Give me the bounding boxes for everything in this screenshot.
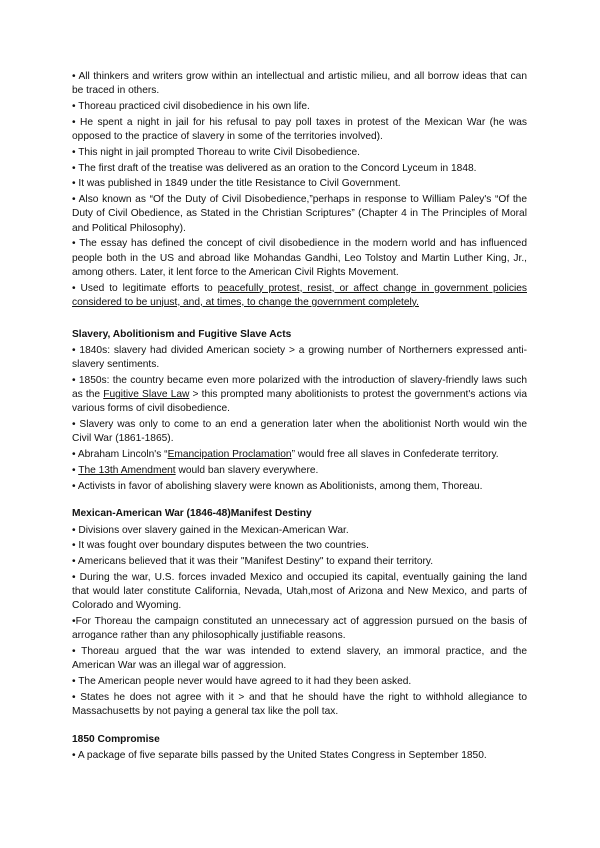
slavery-bullet-4 bbox=[72, 448, 527, 462]
slavery-bullet-6: • Activists in favor of abolishing slavery were known as Abolitionists, among them, Thoreau. bbox=[72, 480, 483, 492]
mexican-war-bullet-1: • Divisions over slavery gained in the Mexican-American War. bbox=[72, 524, 349, 536]
intro-bullet-9 bbox=[72, 282, 527, 310]
intro-section bbox=[72, 70, 527, 310]
intro-bullet-4: • This night in jail prompted Thoreau to write Civil Disobedience. bbox=[72, 146, 361, 158]
mexican-war-bullet-2: • It was fought over boundary disputes between the two countries. bbox=[72, 540, 369, 552]
slavery-bullet-2 bbox=[72, 374, 527, 417]
compromise-section bbox=[72, 733, 527, 763]
mexican-war-heading: Mexican-American War (1846-48)Manifest Destiny bbox=[72, 508, 312, 520]
compromise-bullet-1: • A package of five separate bills passed by the United States Congress in September 1850. bbox=[72, 750, 487, 762]
slavery-bullet-5 bbox=[72, 464, 527, 478]
slavery-section bbox=[72, 328, 527, 494]
compromise-heading: 1850 Compromise bbox=[72, 733, 160, 745]
intro-bullet-3: • He spent a night in jail for his refusal to pay poll taxes in protest of the Mexican War (he was opposed to the practice of slavery in some of the territories involved). bbox=[72, 116, 527, 142]
slavery-bullet-4-pre: • Abraham Lincoln's “ bbox=[72, 449, 168, 460]
mexican-war-bullet-6: • Thoreau argued that the war was intended to extend slavery, an immoral practice, and the American War was an illegal war of aggression. bbox=[72, 646, 527, 672]
fugitive-slave-law-link[interactable]: Fugitive Slave Law bbox=[103, 389, 190, 400]
slavery-bullet-4-post: ” would free all slaves in Confederate territory. bbox=[291, 449, 499, 460]
slavery-bullet-2-post: > this prompted many abolitionists to protest the government's actions via various forms of civil disobedience. bbox=[72, 389, 527, 415]
mexican-war-bullet-8: • States he does not agree with it > and that he should have the right to withhold allegiance to Massachusetts by not paying a general tax like the poll tax. bbox=[72, 691, 527, 718]
intro-bullet-7: • Also known as “Of the Duty of Civil Disobedience,”perhaps in response to William Paley's “Of the Duty of Civil Obedience, as Stated in the Christian Scriptures” (Chapter 4 in The Principles of Moral and Political Philosophy). bbox=[72, 194, 527, 234]
mexican-war-bullet-4: • During the war, U.S. forces invaded Mexico and occupied its capital, eventually gaining the land that would later constitute California, Nevada, Utah,most of Arizona and New Mexico, and parts of Colorado and Wyoming. bbox=[72, 571, 527, 612]
slavery-heading: Slavery, Abolitionism and Fugitive Slave Acts bbox=[72, 328, 292, 340]
thirteenth-amendment-link[interactable]: The 13th Amendment bbox=[78, 464, 176, 476]
intro-bullet-2: • Thoreau practiced civil disobedience in his own life. bbox=[72, 101, 310, 112]
intro-bullet-9-underlined: peacefully protest, resist, or affect change in government policies considered to be unjust, and, at times, to change the government completely. bbox=[72, 282, 527, 308]
slavery-bullet-3: • Slavery was only to come to an end a generation later when the abolitionist North would win the Civil War (1861-1865). bbox=[72, 419, 527, 445]
intro-bullet-6: • It was published in 1849 under the title Resistance to Civil Government. bbox=[72, 178, 401, 190]
mexican-war-bullet-5: •For Thoreau the campaign constituted an unnecessary act of aggression pursued on the basis of arrogance rather than any philosophically justifiable reasons. bbox=[72, 616, 527, 642]
intro-bullet-5: • The first draft of the treatise was delivered as an oration to the Concord Lyceum in 1848. bbox=[72, 162, 477, 174]
intro-bullet-8: • The essay has defined the concept of civil disobedience in the modern world and has influenced people both in the US and abroad like Mohandas Gandhi, Leo Tolstoy and Martin Luther King, Jr., among others. Later, it lent force to the American Civil Rights Movement. bbox=[72, 238, 527, 278]
intro-bullet-9-prefix: • Used to legitimate efforts to bbox=[72, 282, 218, 294]
slavery-bullet-2-pre: • 1850s: the country became even more polarized with the introduction of slavery-friendly laws such as the bbox=[72, 374, 527, 400]
document-page bbox=[72, 70, 527, 765]
slavery-bullet-1: • 1840s: slavery had divided American society > a growing number of Northerners expressed anti-slavery sentiments. bbox=[72, 344, 527, 370]
intro-bullet-1: • All thinkers and writers grow within an intellectual and artistic milieu, and all borrow ideas that can be traced in others. bbox=[72, 71, 527, 97]
mexican-war-bullet-3: • Americans believed that it was their "Manifest Destiny" to expand their territory. bbox=[72, 556, 434, 568]
emancipation-proclamation-link[interactable]: Emancipation Proclamation bbox=[167, 449, 292, 460]
mexican-war-section bbox=[72, 507, 527, 719]
slavery-bullet-5-post: would ban slavery everywhere. bbox=[175, 464, 319, 476]
slavery-bullet-5-pre: • bbox=[72, 464, 79, 476]
mexican-war-bullet-7: • The American people never would have agreed to it had they been asked. bbox=[72, 676, 412, 688]
